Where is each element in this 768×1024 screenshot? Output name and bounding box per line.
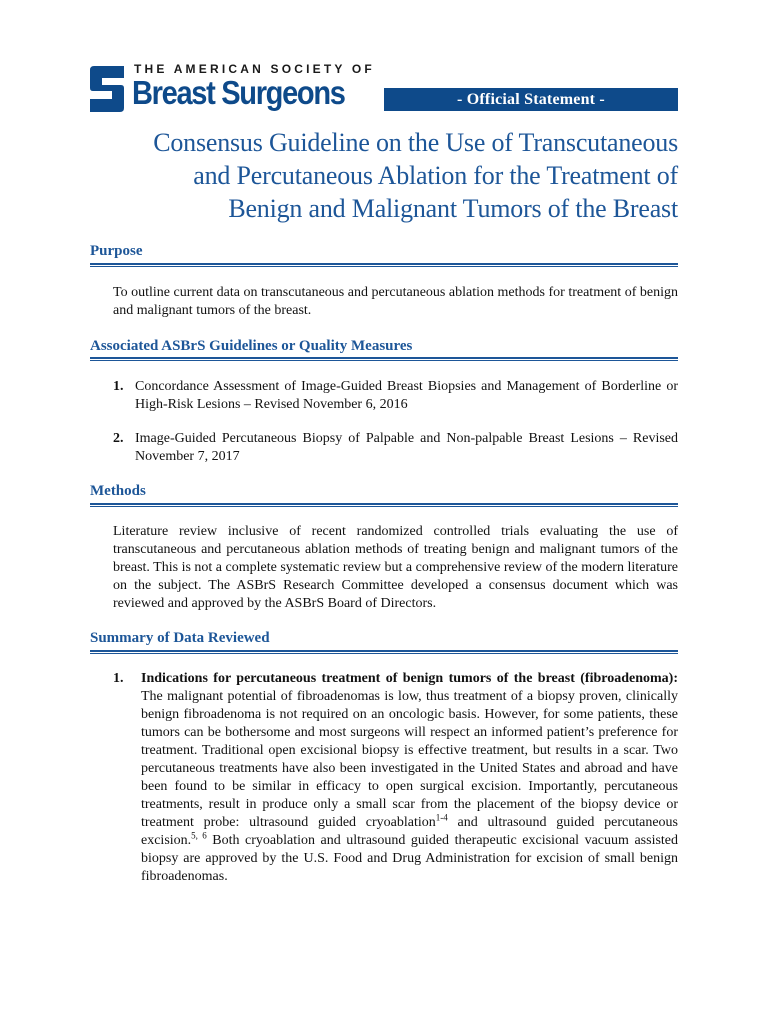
title-line-1: Consensus Guideline on the Use of Transcutaneous [153, 128, 678, 157]
citation-sup-b: 5, 6 [191, 830, 207, 841]
purpose-text: To outline current data on transcutaneous and percutaneous ablation methods for treatment of benign and malignant tumors of the breast. [113, 285, 678, 318]
methods-text: Literature review inclusive of recent randomized controlled trials evaluating the use of transcutaneous and percutaneous ablation methods of treating benign and malignant tumors of the breast. This is not a complete systematic review but a comprehensive review of the modern literature on the subject. The ASBrS Research Committee developed a consensus document which was reviewed and approved by the ASBrS Board of Directors. [113, 524, 678, 611]
purpose-heading: Purpose [90, 243, 143, 259]
summary-item-1 [113, 670, 678, 886]
methods-heading: Methods [90, 483, 146, 499]
title-line-2: and Percutaneous Ablation for the Treatment of [193, 161, 678, 190]
summary-heading: Summary of Data Reviewed [90, 630, 270, 646]
associated-item-1 [113, 378, 678, 414]
associated-item-text: Image-Guided Percutaneous Biopsy of Palpable and Non-palpable Breast Lesions – Revised November 7, 2017 [135, 431, 678, 464]
associated-heading: Associated ASBrS Guidelines or Quality Measures [90, 338, 413, 354]
asbrs-s-icon [90, 66, 124, 112]
asbrs-logo [90, 62, 678, 114]
official-statement-badge: - Official Statement - [384, 88, 678, 111]
title-line-3: Benign and Malignant Tumors of the Breast [228, 194, 678, 223]
summary-text-b: and ultrasound guided percutaneous excision. [141, 815, 678, 848]
org-name-main: Breast Surgeons [132, 74, 345, 111]
list-number: 1. [113, 379, 124, 394]
methods-rule [90, 503, 678, 507]
summary-rule [90, 650, 678, 654]
purpose-rule [90, 263, 678, 267]
associated-rule [90, 357, 678, 361]
associated-item-2 [113, 430, 678, 466]
citation-sup-a: 1-4 [435, 812, 448, 823]
associated-item-text: Concordance Assessment of Image-Guided Breast Biopsies and Management of Borderline or High-Risk Lesions – Revised November 6, 2016 [135, 379, 678, 412]
summary-text-a: The malignant potential of fibroadenomas is low, thus treatment of a biopsy proven, clinically benign fibroadenoma is not required on an oncologic basis. However, for some patients, these tumors can be bothersome and most surgeons will respect an informed patient’s preference for treatment. Traditional open excisional biopsy is effective treatment, but results in a scar. Two percutaneous treatments have also been investigated in the United States and abroad and have been found to be similar in efficacy to open surgical excision. Importantly, percutaneous treatments, result in produce only a small scar from the placement of the biopsy device or treatment probe: ultrasound guided cryoablation [141, 689, 678, 830]
summary-item-text [141, 670, 678, 886]
org-name-top: THE AMERICAN SOCIETY OF [134, 62, 375, 76]
list-number: 1. [113, 671, 124, 686]
list-number: 2. [113, 431, 124, 446]
summary-text-c: Both cryoablation and ultrasound guided therapeutic excisional vacuum assisted biopsy are approved by the U.S. Food and Drug Administration for excision of small benign fibroadenomas. [141, 833, 679, 884]
summary-item-lead: Indications for percutaneous treatment of benign tumors of the breast (fibroadenoma): [141, 671, 678, 686]
document-title [78, 126, 678, 225]
